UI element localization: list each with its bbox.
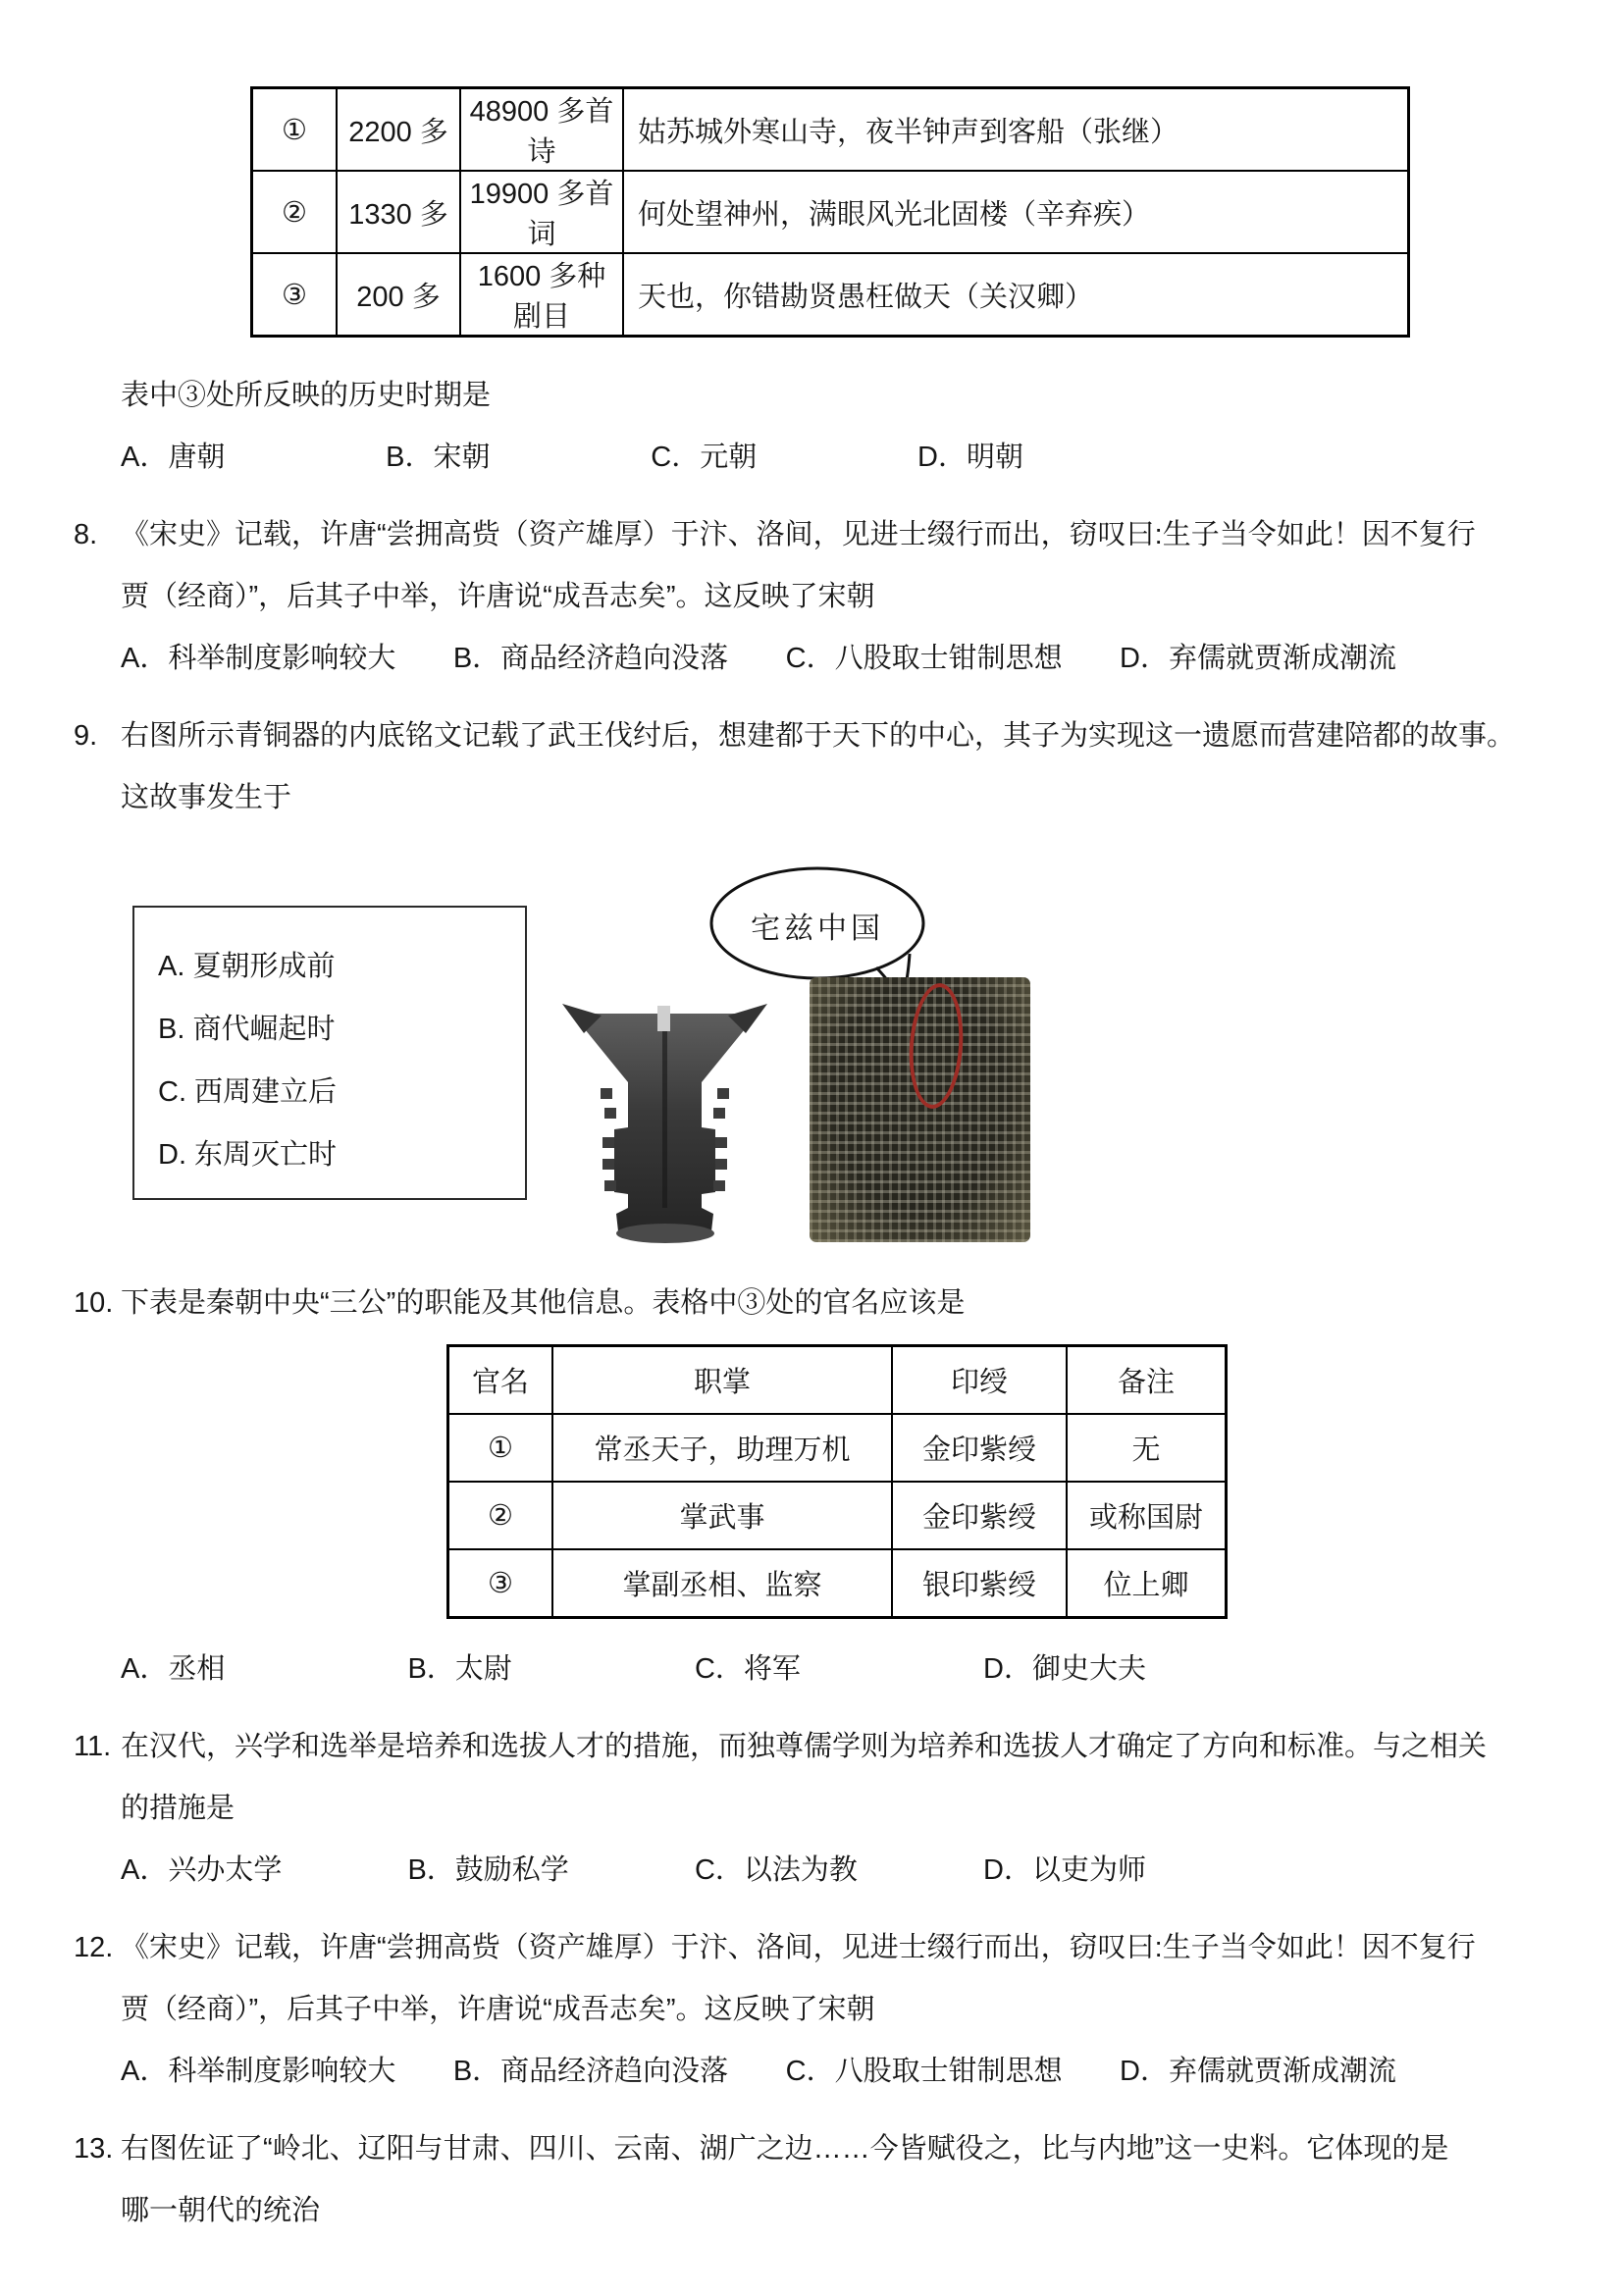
q9-figure xyxy=(74,835,1564,1259)
option-c: C．八股取士钳制思想 xyxy=(785,643,1063,674)
q9-options-box xyxy=(132,906,527,1200)
question-stem: 下表是秦朝中央“三公”的职能及其他信息。表格中③处的官名应该是 xyxy=(121,1287,966,1319)
question-text-line: 右图佐证了“岭北、辽阳与甘肃、四川、云南、湖广之边……今皆赋役之，比与内地”这一史料。它体现的是 xyxy=(121,2133,1449,2165)
sangong-table xyxy=(446,1344,1228,1619)
option-a: A．兴办太学 xyxy=(121,1854,283,1886)
cell-quote: 何处望神州，满眼风光北固楼（辛弃疾） xyxy=(623,171,1409,253)
question-number: 8. xyxy=(74,519,98,550)
cell-works: 1600 多种剧目 xyxy=(460,253,623,337)
highlight-circle xyxy=(906,981,968,1110)
cell-works: 19900 多首词 xyxy=(460,171,623,253)
question-text-line: 的措施是 xyxy=(121,1793,236,1824)
header-yinshou: 印绶 xyxy=(892,1346,1067,1415)
option-b: B．太尉 xyxy=(407,1653,512,1685)
question-8 xyxy=(74,504,1564,690)
cell-quote: 姑苏城外寒山寺，夜半钟声到客船（张继） xyxy=(623,88,1409,172)
cell-seal: 金印紫绶 xyxy=(892,1482,1067,1549)
question-text-line: 在汉代，兴学和选举是培养和选拔人才的措施，而独尊儒学则为培养和选拔人才确定了方向和标准。与之相关 xyxy=(121,1731,1488,1762)
poetry-statistics-table xyxy=(250,86,1410,338)
question-number: 13. xyxy=(74,2133,114,2165)
option-a: A．丞相 xyxy=(121,1653,226,1685)
table-row xyxy=(448,1549,1227,1618)
table-row xyxy=(252,253,1409,337)
cell-number: ③ xyxy=(252,253,338,337)
option-b: B．商品经济趋向没落 xyxy=(452,643,729,674)
cell-seal: 银印紫绶 xyxy=(892,1549,1067,1618)
question-stem: 表中③处所反映的历史时期是 xyxy=(121,380,492,411)
table-row xyxy=(448,1414,1227,1482)
option-c: C．元朝 xyxy=(651,442,758,473)
option-b: B．宋朝 xyxy=(386,442,491,473)
cell-seal: 金印紫绶 xyxy=(892,1414,1067,1482)
option-a: A．科举制度影响较大 xyxy=(121,2056,396,2087)
option-a: A．科举制度影响较大 xyxy=(121,643,396,674)
cell-note: 或称国尉 xyxy=(1067,1482,1227,1549)
question-number: 10. xyxy=(74,1287,114,1319)
question-11 xyxy=(74,1716,1564,1902)
question-text-line: 《宋史》记载，许唐“尝拥高赀（资产雄厚）于汴、洛间，见进士缀行而出，窃叹曰:生子当令如此！因不复行 xyxy=(121,1932,1476,1963)
question-options xyxy=(121,427,1023,489)
header-guanming: 官名 xyxy=(448,1346,553,1415)
question-7 xyxy=(74,365,1564,489)
question-text-line: 哪一朝代的统治 xyxy=(121,2195,321,2226)
table-row xyxy=(252,171,1409,253)
question-10 xyxy=(74,1273,1564,1334)
cell-number: ① xyxy=(252,88,338,172)
option-d: D. 东周灭亡时 xyxy=(158,1139,338,1171)
option-d: D．御史大夫 xyxy=(983,1653,1146,1685)
option-d: D．弃儒就贾渐成潮流 xyxy=(1120,2056,1396,2087)
cell-duty: 掌副丞相、监察 xyxy=(552,1549,892,1618)
cell-number: ② xyxy=(448,1482,553,1549)
table-row xyxy=(252,88,1409,172)
question-text-line: 《宋史》记载，许唐“尝拥高赀（资产雄厚）于汴、洛间，见进士缀行而出，窃叹曰:生子当令如此！因不复行 xyxy=(121,519,1476,550)
option-c: C．八股取士钳制思想 xyxy=(785,2056,1063,2087)
option-c: C．以法为教 xyxy=(694,1854,858,1886)
option-c: C．将军 xyxy=(694,1653,801,1685)
option-d: D．以吏为师 xyxy=(983,1854,1146,1886)
cell-count: 2200 多 xyxy=(337,88,460,172)
table-header-row xyxy=(448,1346,1227,1415)
question-options xyxy=(121,628,1396,690)
question-9 xyxy=(74,705,1564,829)
q10-options xyxy=(121,1639,1146,1700)
cell-note: 位上卿 xyxy=(1067,1549,1227,1618)
question-text-line: 右图所示青铜器的内底铭文记载了武王伐纣后，想建都于天下的中心，其子为实现这一遗愿而营建陪都的故事。 xyxy=(121,720,1516,752)
header-zhizhang: 职掌 xyxy=(552,1346,892,1415)
question-options xyxy=(121,1840,1146,1902)
option-b: B．商品经济趋向没落 xyxy=(452,2056,729,2087)
question-number: 9. xyxy=(74,720,98,752)
header-beizhu: 备注 xyxy=(1067,1346,1227,1415)
cell-duty: 掌武事 xyxy=(552,1482,892,1549)
cell-count: 1330 多 xyxy=(337,171,460,253)
question-text-line: 贾（经商）”，后其子中举，许唐说“成吾志矣”。这反映了宋朝 xyxy=(121,1994,875,2025)
question-number: 12. xyxy=(74,1932,114,1963)
cell-duty: 常丞天子，助理万机 xyxy=(552,1414,892,1482)
question-text-line: 贾（经商）”，后其子中举，许唐说“成吾志矣”。这反映了宋朝 xyxy=(121,581,875,612)
speech-bubble-text: 宅兹中国 xyxy=(751,913,884,945)
cell-number: ② xyxy=(252,171,338,253)
option-b: B. 商代崛起时 xyxy=(158,1014,336,1045)
question-options xyxy=(121,2041,1396,2103)
inscription-rubbing-image xyxy=(810,977,1030,1242)
option-a: A. 夏朝形成前 xyxy=(158,951,336,982)
table-row xyxy=(448,1482,1227,1549)
cell-quote: 天也，你错勘贤愚枉做天（关汉卿） xyxy=(623,253,1409,337)
cell-count: 200 多 xyxy=(337,253,460,337)
cell-note: 无 xyxy=(1067,1414,1227,1482)
cell-number: ③ xyxy=(448,1549,553,1618)
cell-number: ① xyxy=(448,1414,553,1482)
question-13 xyxy=(74,2118,1564,2242)
option-a: A．唐朝 xyxy=(121,442,226,473)
question-text-line: 这故事发生于 xyxy=(121,782,292,813)
option-d: D．明朝 xyxy=(917,442,1023,473)
cell-works: 48900 多首诗 xyxy=(460,88,623,172)
option-b: B．鼓励私学 xyxy=(407,1854,569,1886)
option-c: C. 西周建立后 xyxy=(158,1076,338,1108)
option-d: D．弃儒就贾渐成潮流 xyxy=(1120,643,1396,674)
question-number: 11. xyxy=(74,1731,112,1762)
question-12 xyxy=(74,1917,1564,2103)
